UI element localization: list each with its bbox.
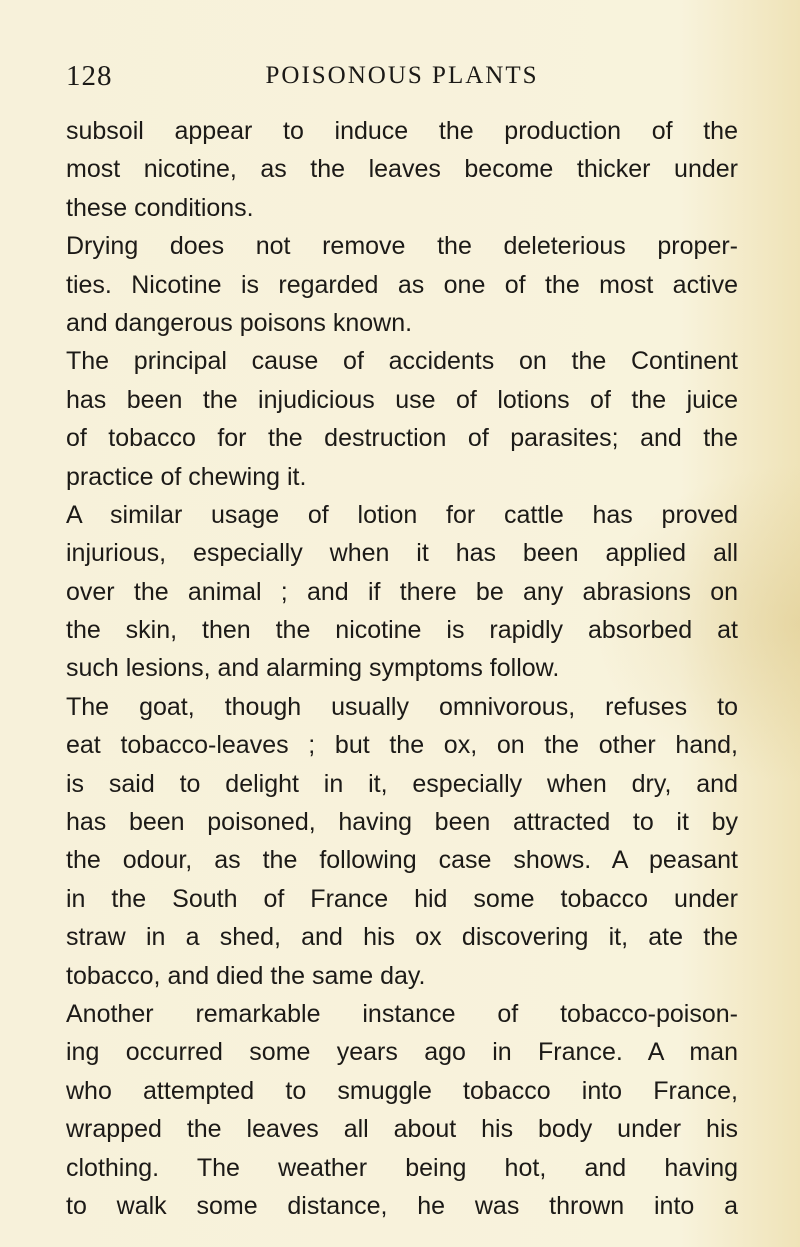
text-line: ties. Nicotine is regarded as one of the most active	[66, 270, 738, 299]
text-line: eat tobacco-leaves ; but the ox, on the other hand,	[66, 731, 738, 760]
running-title: POISONOUS PLANTS	[265, 62, 539, 89]
text-line: is said to delight in it, especially when dry, and	[66, 769, 738, 798]
text-line: straw in a shed, and his ox discovering it, ate the	[66, 923, 738, 952]
text-line: injurious, especially when it has been applied all	[66, 539, 738, 568]
page-number: 128	[66, 60, 113, 92]
text-line: the skin, then the nicotine is rapidly absorbed at	[66, 616, 738, 645]
text-line: The goat, though usually omnivorous, refuses to	[66, 692, 738, 721]
text-line: who attempted to smuggle tobacco into France,	[66, 1076, 738, 1105]
text-line: of tobacco for the destruction of parasites; and the	[66, 424, 738, 453]
text-line: Another remarkable instance of tobacco-poison-	[66, 999, 738, 1028]
text-line: these conditions.	[66, 193, 254, 222]
text-line: Drying does not remove the deleterious proper-	[66, 232, 738, 261]
text-line: clothing. The weather being hot, and having	[66, 1153, 738, 1182]
text-line: practice of chewing it.	[66, 462, 307, 491]
text-line: has been the injudicious use of lotions of the juice	[66, 385, 738, 414]
text-line: to walk some distance, he was thrown into a	[66, 1191, 738, 1220]
text-line: has been poisoned, having been attracted to it by	[66, 808, 738, 837]
text-line: The principal cause of accidents on the Continent	[66, 347, 738, 376]
text-line: tobacco, and died the same day.	[66, 961, 426, 990]
page-header	[66, 60, 738, 100]
text-line: the odour, as the following case shows. A peasant	[66, 846, 738, 875]
text-line: A similar usage of lotion for cattle has proved	[66, 500, 738, 529]
text-line: such lesions, and alarming symptoms follow.	[66, 654, 560, 683]
text-line: most nicotine, as the leaves become thicker under	[66, 155, 738, 184]
text-line: wrapped the leaves all about his body under his	[66, 1115, 738, 1144]
text-line: over the animal ; and if there be any abrasions on	[66, 577, 738, 606]
body-text	[66, 112, 738, 1225]
text-line: ing occurred some years ago in France. A man	[66, 1038, 738, 1067]
text-line: subsoil appear to induce the production of the	[66, 117, 738, 145]
text-line: in the South of France hid some tobacco under	[66, 884, 738, 913]
text-line: and dangerous poisons known.	[66, 308, 413, 337]
